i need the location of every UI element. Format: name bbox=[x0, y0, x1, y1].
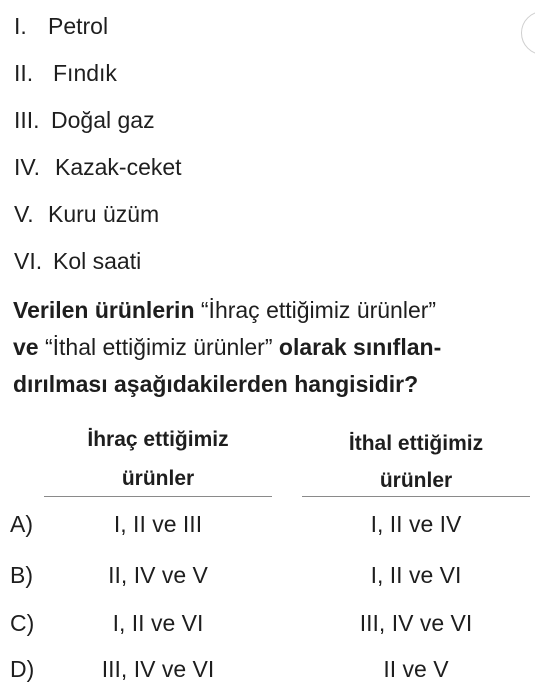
column-header-import-line-1: İthal ettiğimiz bbox=[348, 432, 484, 455]
option-letter: A) bbox=[10, 511, 33, 537]
list-item bbox=[14, 8, 182, 55]
answer-option-a[interactable] bbox=[0, 504, 535, 544]
header-divider-right bbox=[302, 496, 530, 497]
item-numeral: V. bbox=[14, 201, 34, 227]
question-bold-end: olarak sınıflan- bbox=[278, 334, 442, 360]
item-numeral: I. bbox=[14, 13, 27, 39]
list-item bbox=[14, 196, 182, 243]
column-header-export bbox=[44, 424, 272, 494]
item-numeral: IV. bbox=[14, 154, 41, 180]
question-text bbox=[13, 292, 533, 403]
list-item bbox=[14, 55, 182, 102]
answer-option-c[interactable] bbox=[0, 603, 535, 643]
page-corner-circle bbox=[521, 11, 535, 55]
question-bold-ask: dırılması aşağıdakilerden hangisidir? bbox=[13, 371, 419, 397]
option-export-value: III, IV ve VI bbox=[101, 656, 215, 682]
item-text: Petrol bbox=[48, 13, 109, 39]
option-export-value: II, IV ve V bbox=[108, 562, 208, 588]
item-text: Kazak-ceket bbox=[55, 154, 182, 180]
item-text: Kol saati bbox=[53, 248, 142, 274]
option-letter: D) bbox=[10, 656, 35, 682]
item-text: Fındık bbox=[53, 60, 117, 86]
item-numeral: III. bbox=[14, 107, 40, 133]
item-text: Kuru üzüm bbox=[48, 201, 160, 227]
item-numeral: II. bbox=[14, 60, 34, 86]
option-letter: C) bbox=[10, 610, 35, 636]
column-header-export-line-2: ürünler bbox=[121, 467, 195, 490]
question-bold-part: Verilen ürünlerin bbox=[13, 297, 195, 323]
question-bold-ve: ve bbox=[13, 334, 39, 360]
header-divider-left bbox=[44, 496, 272, 497]
question-line-2 bbox=[13, 329, 533, 366]
option-letter: B) bbox=[10, 562, 33, 588]
answer-option-b[interactable] bbox=[0, 555, 535, 595]
numbered-item-list bbox=[14, 8, 182, 290]
option-import-value: III, IV ve VI bbox=[359, 610, 473, 636]
column-header-import-line-2: ürünler bbox=[379, 469, 453, 492]
item-numeral: VI. bbox=[14, 248, 43, 274]
list-item bbox=[14, 149, 182, 196]
option-import-value: I, II ve IV bbox=[370, 511, 462, 537]
question-line-3 bbox=[13, 366, 533, 403]
list-item bbox=[14, 243, 182, 290]
option-export-value: I, II ve VI bbox=[112, 610, 204, 636]
option-export-value: I, II ve III bbox=[113, 511, 203, 537]
column-header-export-line-1: İhraç ettiğimiz bbox=[87, 428, 229, 451]
question-quote-export: “İhraç ettiğimiz ürünler” bbox=[200, 297, 437, 323]
option-import-value: II ve V bbox=[383, 656, 449, 682]
list-item bbox=[14, 102, 182, 149]
answer-option-d[interactable] bbox=[0, 649, 535, 689]
column-header-import bbox=[302, 428, 530, 496]
question-quote-import: “İthal ettiğimiz ürünler” bbox=[44, 334, 273, 360]
question-line-1 bbox=[13, 292, 533, 329]
option-import-value: I, II ve VI bbox=[370, 562, 462, 588]
item-text: Doğal gaz bbox=[51, 107, 155, 133]
